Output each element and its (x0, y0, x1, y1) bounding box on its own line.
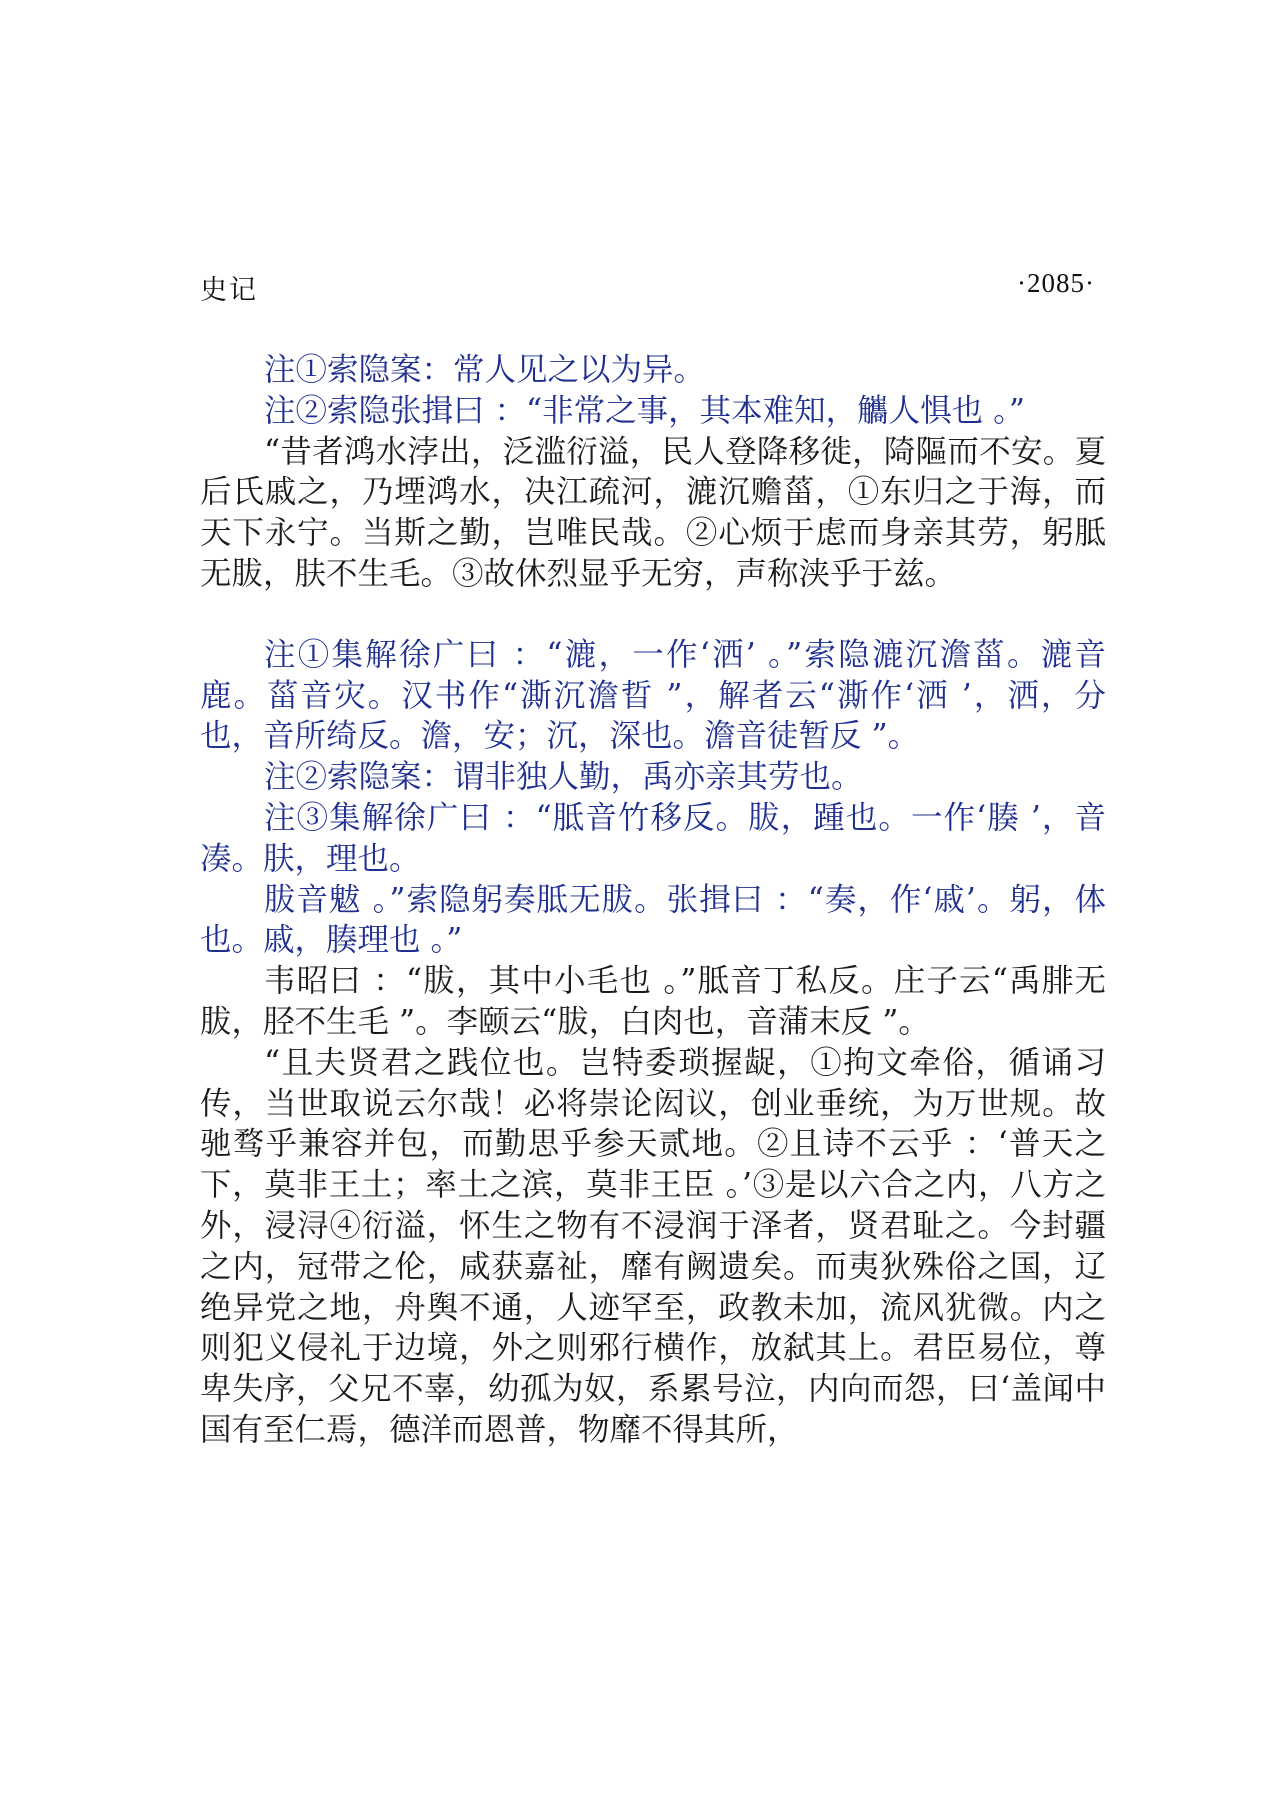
main-text-paragraph: 韦昭曰 ：“胈，其中小毛也 。”胝音丁私反。庄子云“禹腓无胈，胫不生毛 ”。李颐云“胈，白肉也，音蒲末反 ”。 (200, 963, 1106, 1040)
page-number: ·2085· (1017, 268, 1095, 298)
paragraph-gap (200, 595, 1106, 635)
running-header (200, 268, 1095, 308)
annotation-paragraph: 注②索隐张揖曰 ：“非常之事，其本难知，觿人惧也 。” (264, 392, 1025, 429)
annotation-paragraph: 注②索隐案：谓非独人勤，禹亦亲其劳也。 (264, 759, 863, 796)
annotation-paragraph: 注③集解徐广曰 ：“胝音竹移反。胈，踵也。一作‘腠 ’，音凑。肤，理也。 (200, 799, 1106, 877)
main-text-paragraph: “昔者鸿水浡出，泛滥衍溢，民人登降移徙，陭䧢而不安。夏后氏戚之，乃堙鸿水，决江疏河，漉沉赡菑，①东归之于海，而天下永宁。当斯之勤，岂唯民哉。②心烦于虑而身亲其劳，躬胝无胈，肤不生毛。③故休烈显乎无穷，声称浃乎于兹。 (200, 433, 1106, 592)
body-text (200, 350, 1106, 1451)
annotation-paragraph: 注①集解徐广曰 ：“漉，一作‘洒’ 。”索隐漉沉澹菑。漉音鹿。菑音灾。汉书作“澌沉澹晢 ”，解者云“澌作‘洒 ’，洒，分也，音所绮反。澹，安；沉，深也。澹音徒暂反 ”。 (200, 636, 1106, 755)
annotation-paragraph: 胈音魃 。”索隐躬奏胝无胈。张揖曰 ：“奏，作‘戚’。躬，体也。戚，腠理也 。” (200, 881, 1106, 959)
book-title: 史记 (200, 275, 258, 306)
main-text-paragraph: “且夫贤君之践位也。岂特委琐握龊，①拘文牵俗，循诵习传，当世取说云尔哉！必将崇论闳议，创业垂统，为万世规。故驰骛乎兼容并包，而勤思乎参天贰地。②且诗不云乎 ：‘普天之下，莫非王土；率土之滨，莫非王臣 。’③是以六合之内，八方之外，浸浔④衍溢，怀生之物有不浸润于泽者，贤君耻之。今封疆之内，冠带之伦，咸获嘉祉，靡有阙遗矣。而夷狄殊俗之国，辽绝异党之地，舟舆不通，人迹罕至，政教未加，流风犹微。内之则犯义侵礼于边境，外之则邪行横作，放弑其上。君臣易位，尊卑失序，父兄不辜，幼孤为奴，系累号泣，内向而怨，曰‘盖闻中国有至仁焉，德洋而恩普，物靡不得其所， (200, 1044, 1106, 1448)
annotation-paragraph: 注①索隐案：常人见之以为异。 (264, 352, 706, 388)
